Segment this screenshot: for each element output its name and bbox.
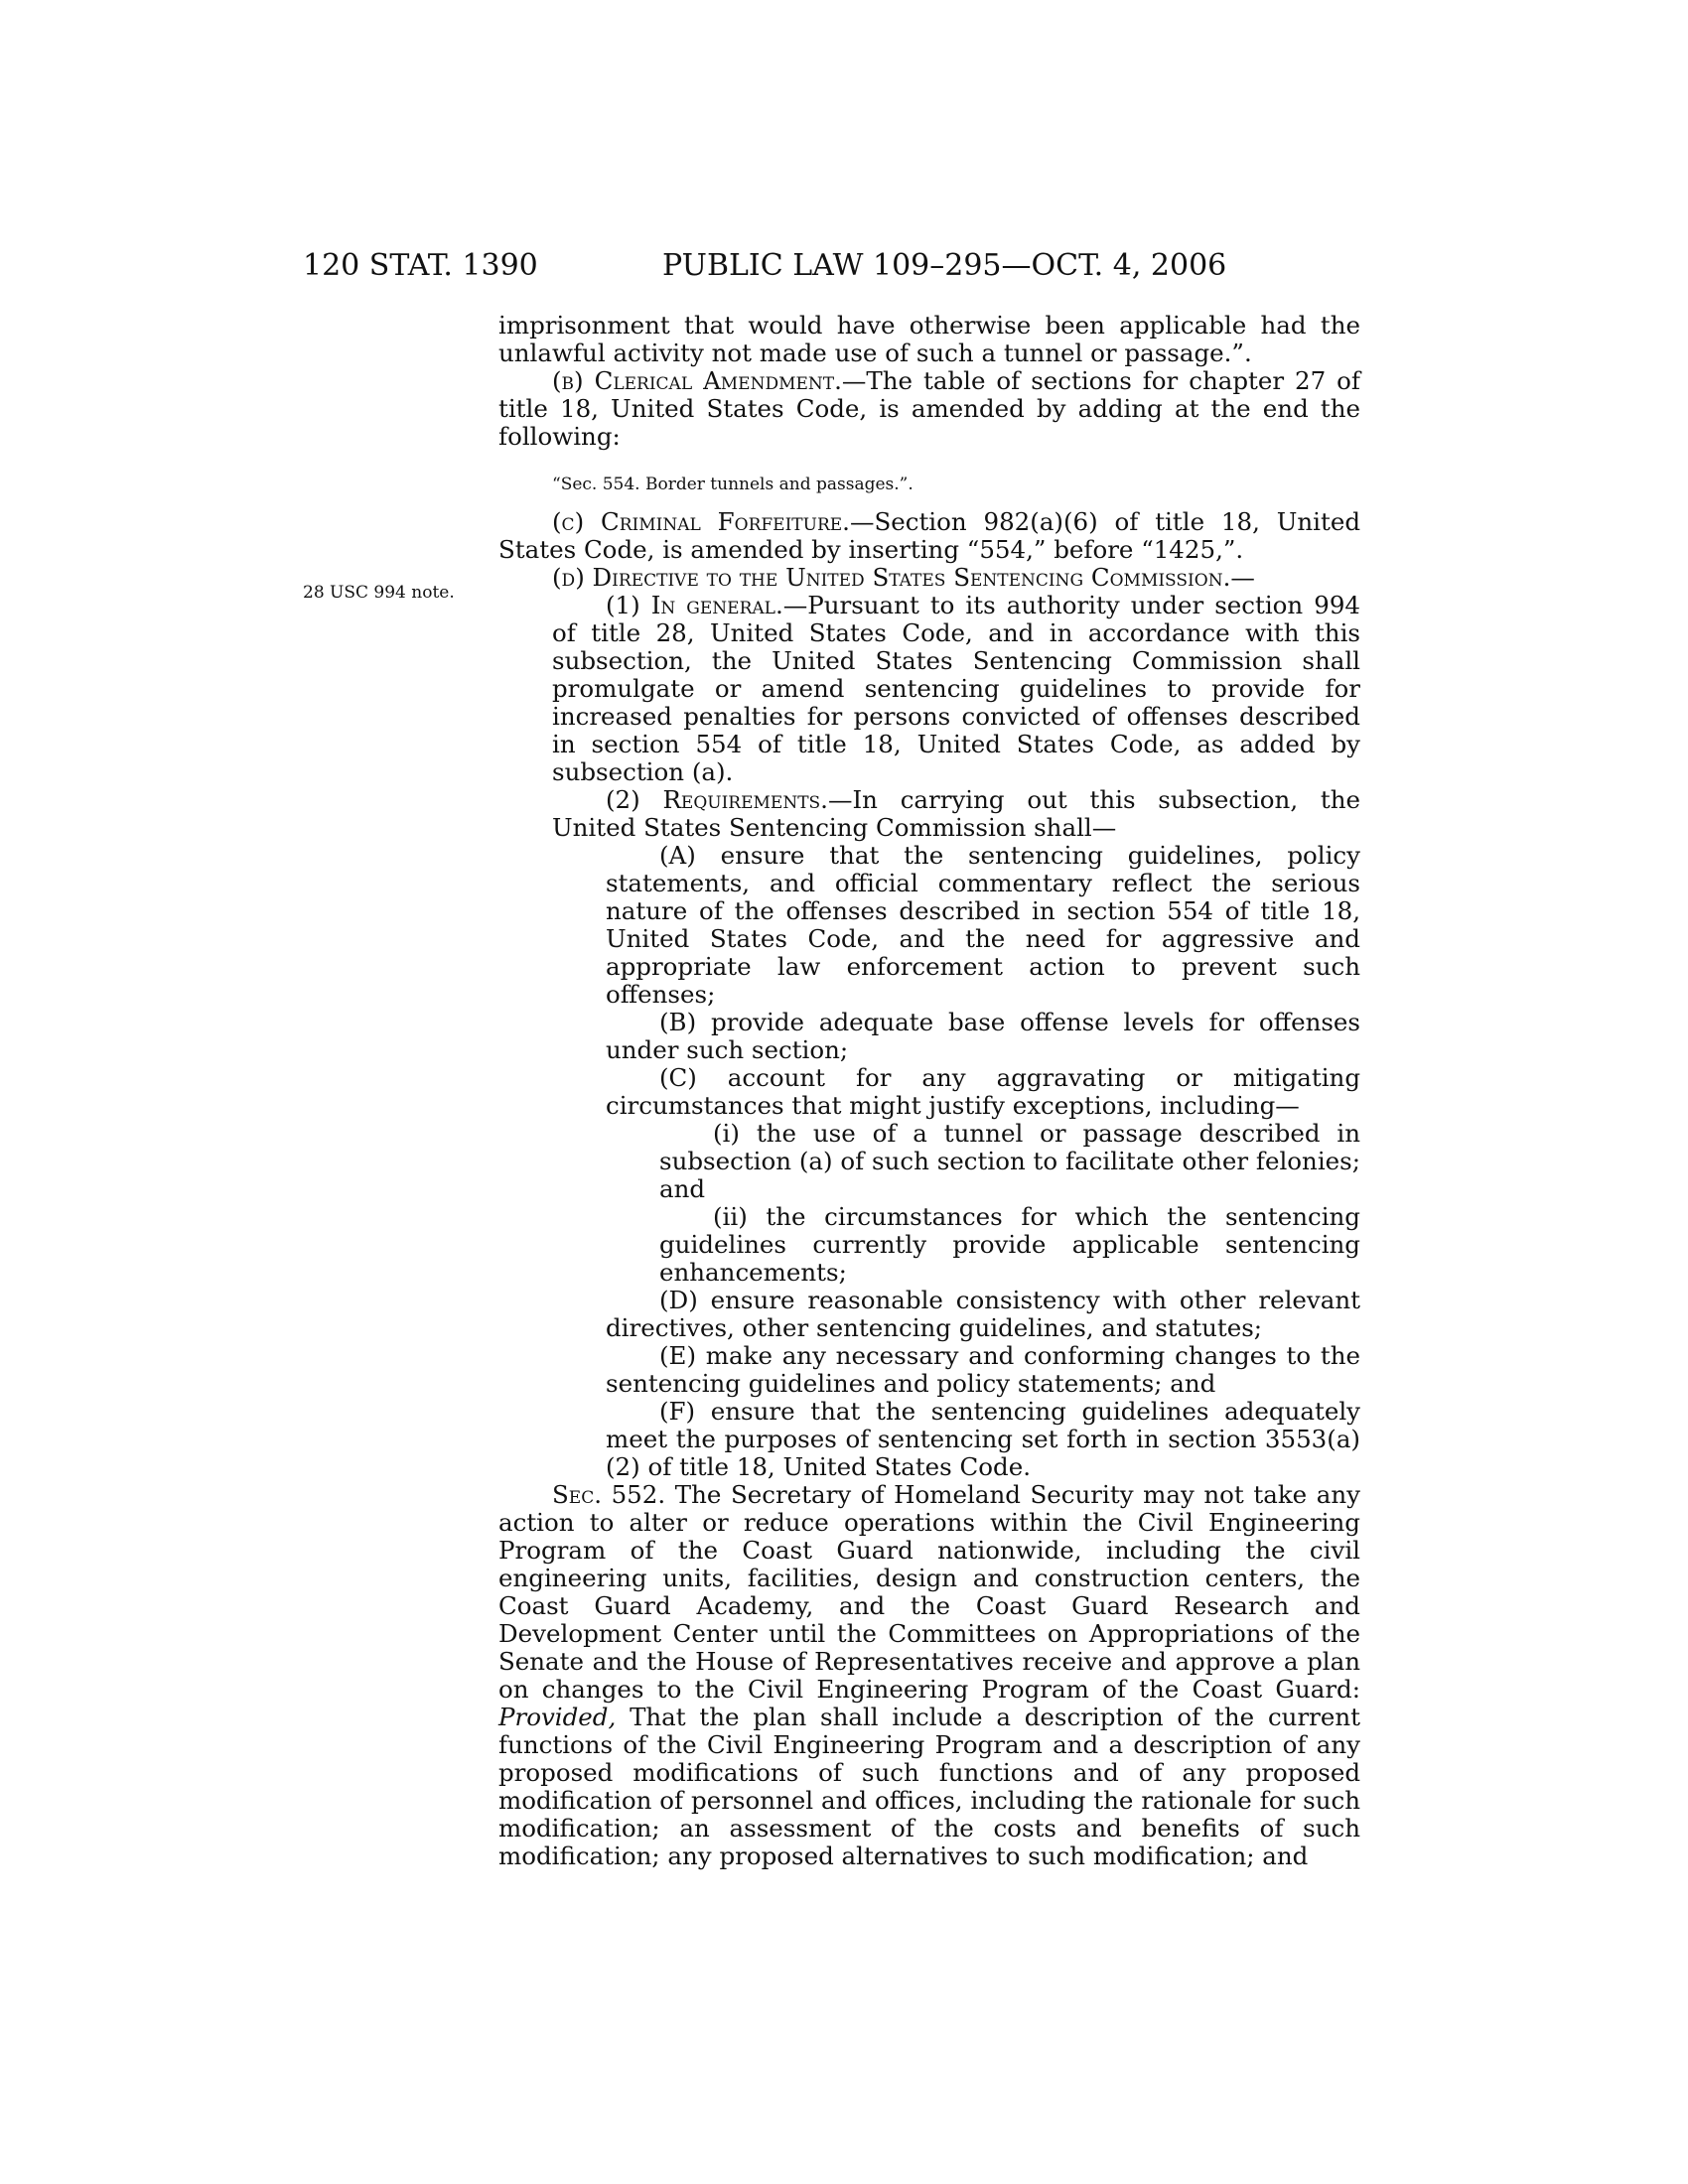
- margin-note: 28 USC 994 note.: [303, 583, 455, 603]
- subsection-b-heading: (b) Clerical Amendment.: [552, 366, 842, 395]
- clause-ii: (ii) the circumstances for which the sentencing guidelines currently provide applicable sentencing enhancements;: [659, 1202, 1360, 1287]
- subparagraph-F: (F) ensure that the sentencing guidelines adequately meet the purposes of sentencing set forth in section 3553(a)(2) of title 18, United States Code.: [606, 1397, 1360, 1481]
- table-of-sections-entry: “Sec. 554. Border tunnels and passages.”.: [552, 475, 914, 494]
- subsection-c-heading: (c) Criminal Forfeiture.: [552, 507, 850, 536]
- paragraph-d1: [498, 592, 1360, 786]
- paragraph-d2-text: —In carrying out this subsection, the United States Sentencing Commission shall—: [552, 785, 1360, 842]
- paragraph-d1-text: —Pursuant to its authority under section 994 of title 28, United States Code, and in accordance with this subsection, the United States Sentencing Commission shall promulgate or amend sentencing guidelines to provide for increased penalties for persons convicted of offenses described in section 554 of title 18, United States Code, as added by subsection (a).: [552, 591, 1360, 786]
- section-552-label: Sec. 552.: [552, 1480, 666, 1509]
- subparagraph-B: (B) provide adequate base offense levels for offenses under such section;: [606, 1008, 1360, 1064]
- paragraph-d2: [498, 786, 1360, 842]
- subsection-c-text: —Section 982(a)(6) of title 18, United States Code, is amended by inserting “554,” before “1425,”.: [498, 507, 1360, 564]
- subparagraph-A: (A) ensure that the sentencing guidelines, policy statements, and official commentary reflect the serious nature of the offenses described in section 554 of title 18, United States Code, and the need for aggressive and appropriate law enforcement action to prevent such offenses;: [606, 841, 1360, 1009]
- paragraph-continuation: imprisonment that would have otherwise been applicable had the unlawful activity not made use of such a tunnel or passage.”.: [498, 311, 1360, 367]
- subsection-c: [498, 508, 1360, 564]
- subparagraph-D: (D) ensure reasonable consistency with other relevant directives, other sentencing guidelines, and statutes;: [606, 1286, 1360, 1342]
- subparagraph-E: (E) make any necessary and conforming changes to the sentencing guidelines and policy statements; and: [606, 1341, 1360, 1398]
- section-552-provided: Provided,: [498, 1703, 617, 1731]
- running-header-title: PUBLIC LAW 109–295—OCT. 4, 2006: [662, 248, 1227, 283]
- section-552-text-1: The Secretary of Homeland Security may not take any action to alter or reduce operations within the Civil Engineering Program of the Coast Guard nationwide, including the civil engineering units, facilities, design and construction centers, the Coast Guard Academy, and the Coast Guard Research and Development Center until the Committees on Appropriations of the Senate and the House of Representatives receive and approve a plan on changes to the Civil Engineering Program of the Coast Guard:: [498, 1480, 1360, 1704]
- subparagraph-C: (C) account for any aggravating or mitigating circumstances that might justify exceptions, including—: [606, 1063, 1360, 1120]
- section-552-text-2: That the plan shall include a description of the current functions of the Civil Engineering Program and a description of any proposed modifications of such functions and of any proposed modification of personnel and offices, including the rationale for such modification; an assessment of the costs and benefits of such modification; any proposed alternatives to such modification; and: [498, 1703, 1360, 1870]
- subsection-d-text: —: [1230, 563, 1255, 592]
- section-552: [498, 1481, 1360, 1870]
- clause-i: (i) the use of a tunnel or passage described in subsection (a) of such section to facilitate other felonies; and: [659, 1119, 1360, 1203]
- subsection-b: [498, 367, 1360, 451]
- paragraph-d2-heading: (2) Requirements.: [606, 785, 828, 814]
- subsection-b-text: —The table of sections for chapter 27 of title 18, United States Code, is amended by adding at the end the following:: [498, 366, 1360, 451]
- subsection-d-heading: (d) Directive to the United States Sentencing Commission.: [552, 563, 1231, 592]
- paragraph-d1-heading: (1) In general.: [606, 591, 783, 619]
- document-body: [498, 312, 1360, 1870]
- subsection-d: [498, 564, 1360, 592]
- page-number: 120 STAT. 1390: [303, 248, 538, 283]
